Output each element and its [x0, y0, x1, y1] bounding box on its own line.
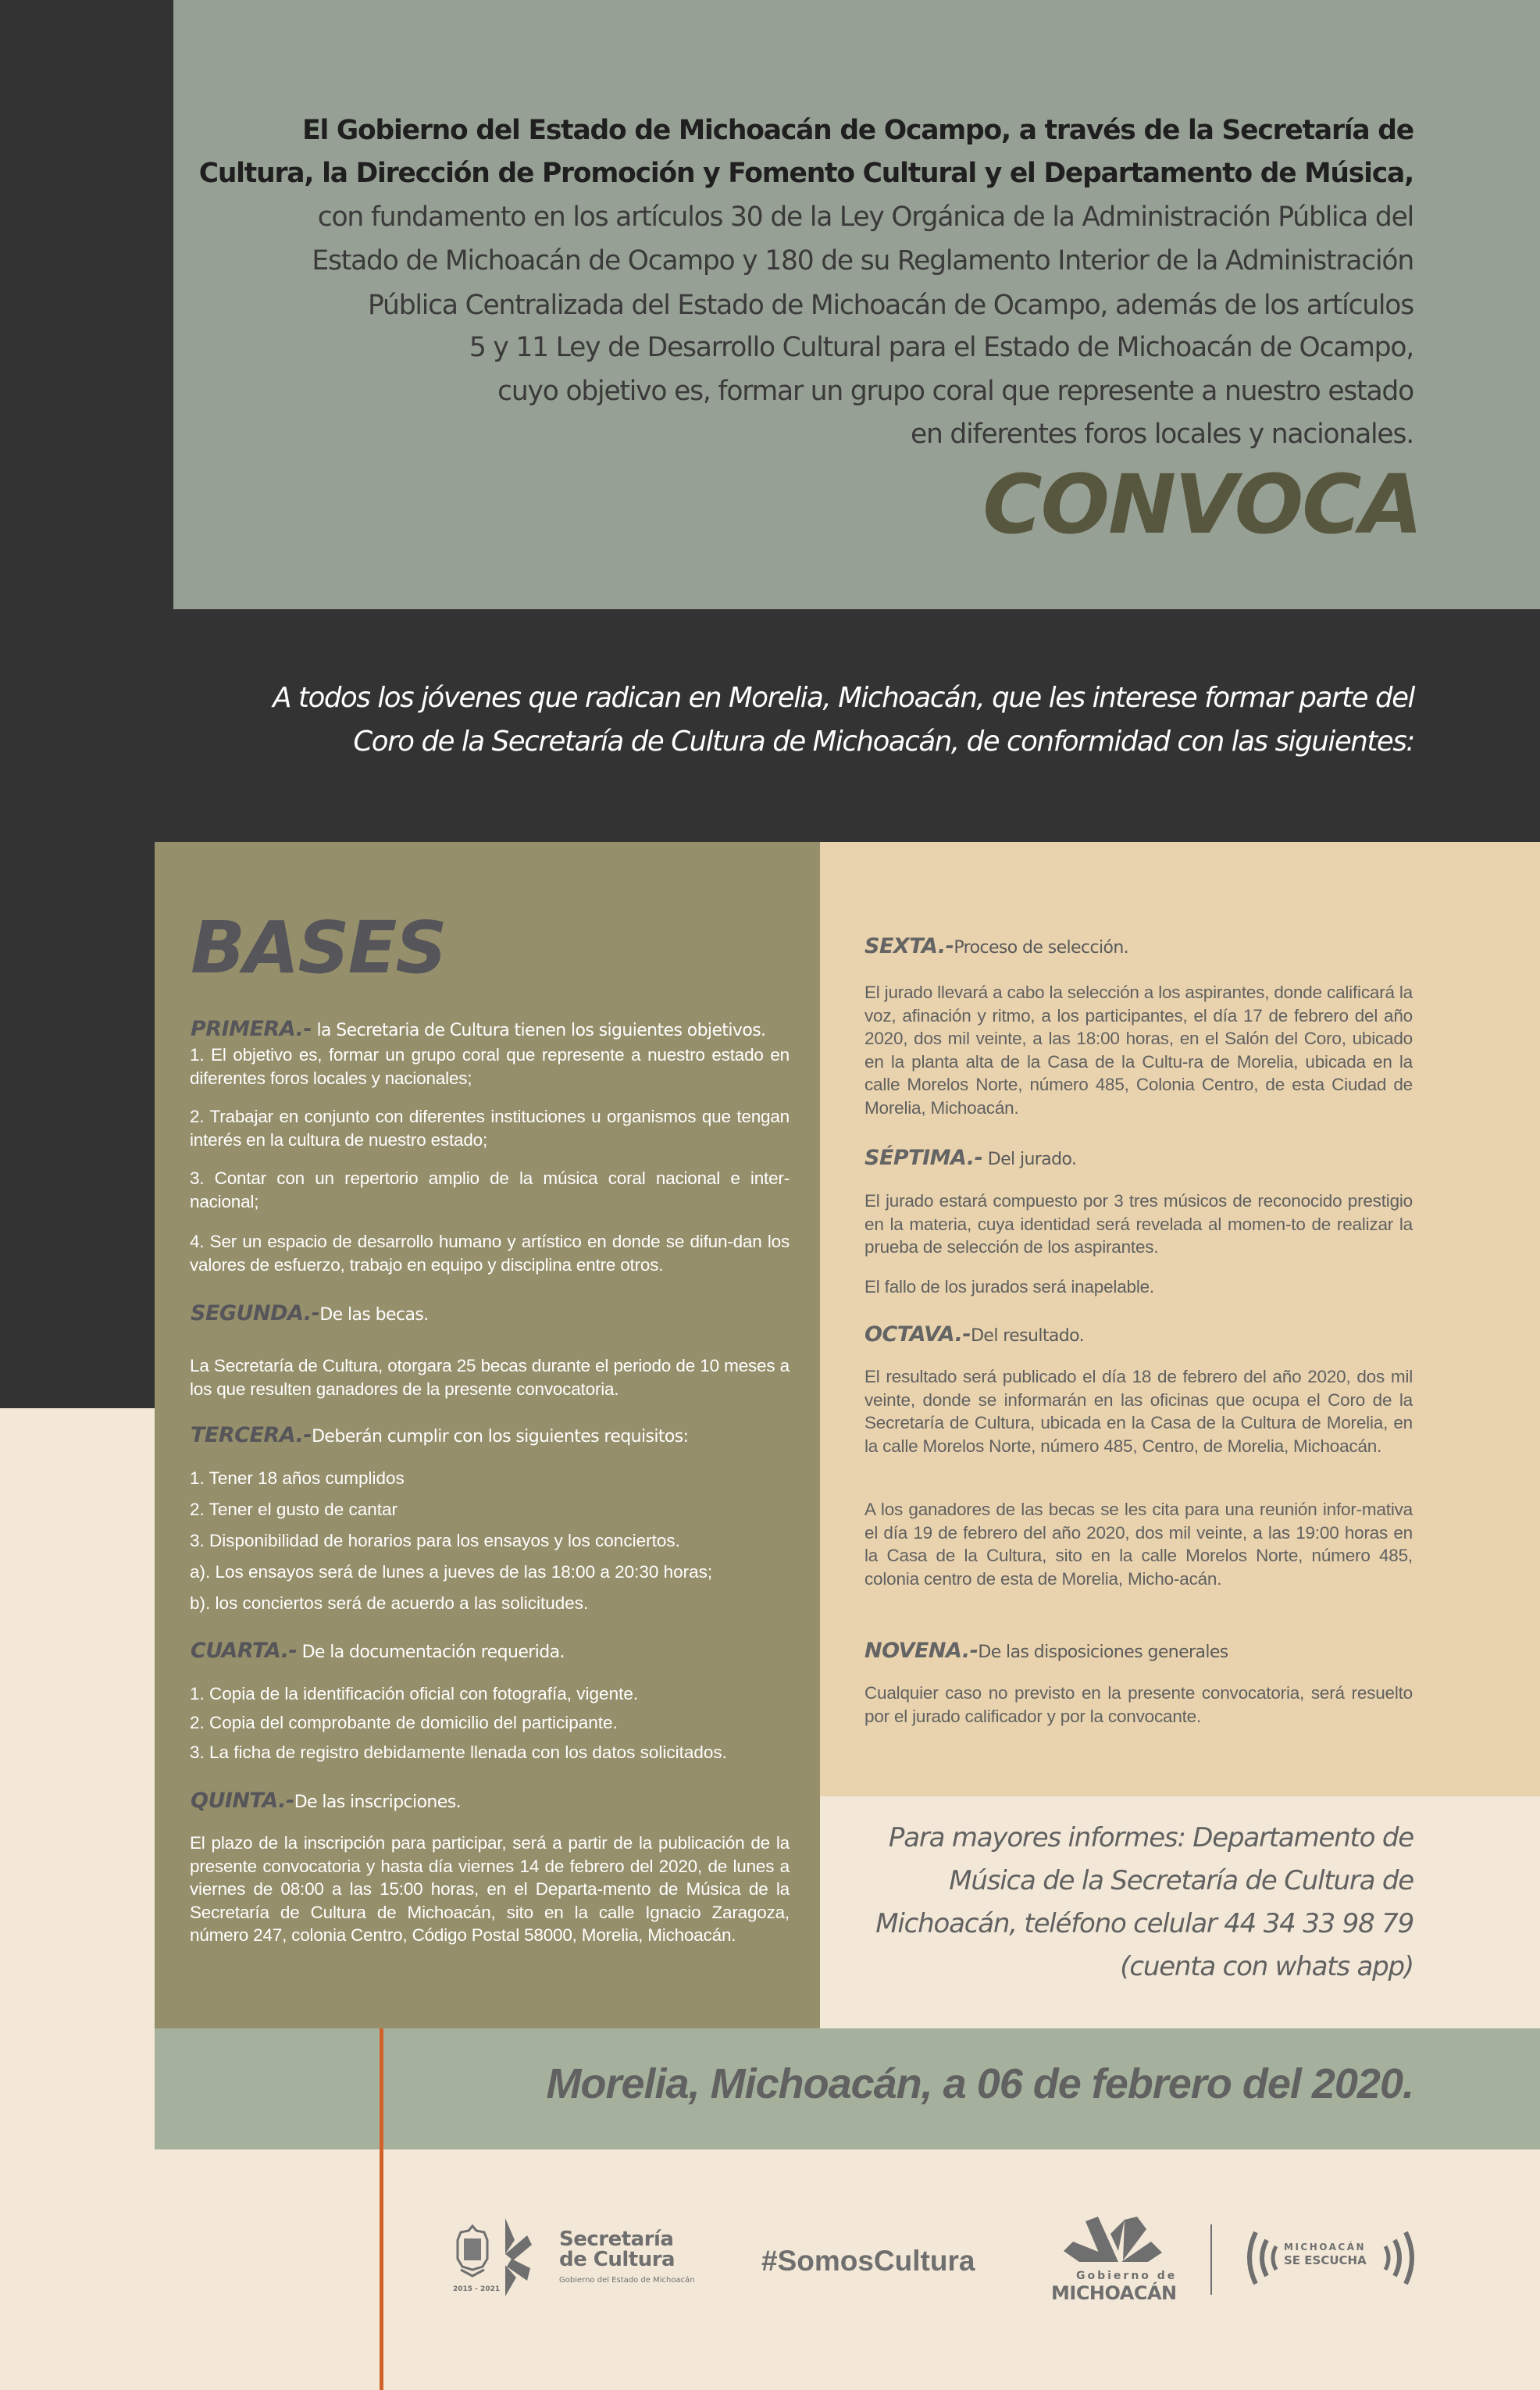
intro-line-4: 5 y 11 Ley de Desarrollo Cultural para el Estado de Michoacán de Ocampo,	[469, 332, 1413, 363]
segunda-text: La Secretaría de Cultura, otorgara 25 becas durante el periodo de 10 meses a los que resulten ganadores de la presente convocatoria.	[190, 1356, 790, 1399]
section-octava-header	[864, 1322, 1084, 1347]
intro-line-1: con fundamento en los artículos 30 de la Ley Orgánica de la Administración Pública del	[317, 202, 1413, 233]
section-quinta-header	[191, 1789, 461, 1813]
secretaria-line-2: de Cultura	[559, 2248, 676, 2271]
intro-line-5: cuyo objetivo es, formar un grupo coral que represente a nuestro estado	[497, 376, 1413, 407]
section-septima-header	[864, 1146, 1076, 1170]
tercera-item-1: 1. Tener 18 años cumplidos	[190, 1468, 405, 1488]
section-heading: SÉPTIMA.-	[864, 1146, 983, 1170]
secretaria-subtitle: Gobierno del Estado de Michoacán	[559, 2276, 695, 2285]
section-subtitle: De las disposiciones generales	[978, 1643, 1228, 1662]
lead-line-1: A todos los jóvenes que radican en Morelia, Michoacán, que les interese formar parte del	[273, 682, 1414, 714]
tercera-item-b: b). los conciertos será de acuerdo a las solicitudes.	[190, 1593, 589, 1613]
septima-text: El jurado estará compuesto por 3 tres músicos de reconocido prestigio en la materia, cuya identidad será revelada al momen-to de realizar la prueba de selección de los aspirantes.	[864, 1191, 1413, 1257]
section-primera-header	[191, 1017, 765, 1041]
sexta-text: El jurado llevará a cabo la selección a los aspirantes, donde calificará la voz, afinación y ritmo, a los participantes, el día 17 de febrero del año 2020, dos mil veinte, a las 18:00 horas, en el Salón del Coro, ubicado en la planta alta de la Casa de la Cultu-ra de Morelia, ubicada en la calle Morelos Norte, número 485, Colonia Centro, de esta Ciudad de Morelia, Michoacán.	[864, 983, 1413, 1118]
primera-item-3: 3. Contar con un repertorio amplio de la música coral nacional e inter-nacional;	[190, 1168, 790, 1211]
primera-item-1: 1. El objetivo es, formar un grupo coral que represente a nuestro estado en diferentes foros locales y nacionales;	[190, 1045, 790, 1088]
octava-text-2: A los ganadores de las becas se les cita para una reunión infor-mativa el día 19 de febrero del año 2020, dos mil veinte, a las 19:00 horas en la Casa de la Cultura, sito en la calle Morelos Norte, número 485, colonia centro de esta de Morelia, Micho-acán.	[864, 1500, 1413, 1589]
secretaria-line-1: Secretaría	[559, 2228, 674, 2251]
section-subtitle: De las becas.	[319, 1305, 429, 1325]
septima-text-2: El fallo de los jurados será inapelable.	[864, 1277, 1154, 1297]
contact-line-4: (cuenta con whats app)	[1120, 1951, 1413, 1982]
contact-line-1: Para mayores informes: Departamento de	[888, 1822, 1413, 1853]
section-novena-header	[864, 1639, 1228, 1663]
date-line: Morelia, Michoacán, a 06 de febrero del 2020.	[546, 2060, 1413, 2107]
convoca-heading: CONVOCA	[982, 457, 1421, 552]
escucha-line-1: MICHOACÁN	[1284, 2242, 1367, 2253]
cuarta-item-1: 1. Copia de la identificación oficial con fotografía, vigente.	[190, 1684, 639, 1703]
section-heading: SEGUNDA.-	[191, 1301, 320, 1325]
section-heading: PRIMERA.-	[191, 1017, 312, 1041]
section-tercera-header	[191, 1423, 688, 1447]
section-heading: CUARTA.-	[191, 1639, 298, 1663]
intro-line-2: Estado de Michoacán de Ocampo y 180 de su Reglamento Interior de la Administración	[312, 245, 1413, 276]
intro-line-6: en diferentes foros locales y nacionales.	[910, 419, 1413, 450]
section-subtitle: Del resultado.	[971, 1326, 1085, 1346]
section-subtitle: Proceso de selección.	[954, 938, 1129, 958]
lead-line-2: Coro de la Secretaría de Cultura de Michoacán, de conformidad con las siguientes:	[353, 726, 1414, 758]
section-subtitle: Del jurado.	[982, 1150, 1077, 1169]
section-sexta-header	[864, 934, 1128, 958]
intro-bold-line-2: Cultura, la Dirección de Promoción y Fomento Cultural y el Departamento de Música,	[198, 158, 1413, 189]
seal-years: 2015 - 2021	[453, 2285, 501, 2293]
section-subtitle: la Secretaria de Cultura tienen los siguientes objetivos.	[312, 1021, 766, 1040]
novena-text: Cualquier caso no previsto en la presente convocatoria, será resuelto por el jurado calificador y por la convocante.	[864, 1683, 1413, 1726]
section-segunda-header	[191, 1301, 429, 1325]
gobierno-michoacan-logo-icon	[1062, 2217, 1164, 2265]
section-subtitle: Deberán cumplir con los siguientes requisitos:	[312, 1427, 689, 1446]
section-subtitle: De las inscripciones.	[294, 1792, 461, 1812]
section-heading: NOVENA.-	[864, 1639, 979, 1663]
tercera-item-3: 3. Disponibilidad de horarios para los ensayos y los conciertos.	[190, 1531, 680, 1550]
section-heading: OCTAVA.-	[864, 1322, 971, 1347]
gobierno-line-2: MICHOACÁN	[1051, 2282, 1177, 2304]
section-heading: SEXTA.-	[864, 934, 954, 958]
cuarta-item-3: 3. La ficha de registro debidamente llenada con los datos solicitados.	[190, 1743, 727, 1762]
gobierno-line-1: Gobierno de	[1076, 2270, 1178, 2282]
section-heading: QUINTA.-	[191, 1789, 294, 1813]
escucha-line-2: SE ESCUCHA	[1284, 2253, 1367, 2267]
intro-line-3: Pública Centralizada del Estado de Michoacán de Ocampo, además de los artículos	[368, 290, 1413, 321]
contact-line-2: Música de la Secretaría de Cultura de	[949, 1865, 1413, 1896]
tercera-item-a: a). Los ensayos será de lunes a jueves de las 18:00 a 20:30 horas;	[190, 1562, 713, 1582]
primera-item-2: 2. Trabajar en conjunto con diferentes instituciones u organismos que tengan interés en la cultura de nuestro estado;	[190, 1107, 790, 1150]
state-seal-icon	[453, 2224, 492, 2281]
section-heading: TERCERA.-	[191, 1423, 312, 1447]
bases-title: BASES	[191, 906, 446, 990]
section-subtitle: De la documentación requerida.	[297, 1643, 565, 1662]
primera-item-4: 4. Ser un espacio de desarrollo humano y artístico en donde se difun-dan los valores de esfuerzo, trabajo en equipo y disciplina entre otros.	[190, 1232, 790, 1275]
intro-bold-line-1: El Gobierno del Estado de Michoacán de Ocampo, a través de la Secretaría de	[302, 115, 1413, 146]
hashtag: #SomosCultura	[761, 2245, 975, 2277]
contact-line-3: Michoacán, teléfono celular 44 34 33 98 79	[875, 1908, 1413, 1939]
logo-divider	[1210, 2224, 1212, 2295]
octava-text: El resultado será publicado el día 18 de febrero del año 2020, dos mil veinte, donde se informarán en las oficinas que ocupa el Coro de la Secretaría de Cultura, ubicada en la Casa de la Cultura de Morelia, en la calle Morelos Norte, número 485, Centro, de Morelia, Michoacán.	[864, 1367, 1413, 1456]
quinta-text: El plazo de la inscripción para participar, será a partir de la publicación de la presente convocatoria y hasta día viernes 14 de febrero del 2020, de lunes a viernes de 08:00 a las 15:00 horas, en el Departa-mento de Música de la Secretaría de Cultura de Michoacán, sito en la calle Ignacio Zaragoza, número 247, colonia Centro, Código Postal 58000, Morelia, Michoacán.	[190, 1833, 790, 1945]
accent-line	[380, 2028, 383, 2390]
secretaria-cultura-logo-icon	[504, 2218, 532, 2296]
section-cuarta-header	[191, 1639, 565, 1663]
cuarta-item-2: 2. Copia del comprobante de domicilio del participante.	[190, 1713, 618, 1732]
tercera-item-2: 2. Tener el gusto de cantar	[190, 1500, 398, 1519]
